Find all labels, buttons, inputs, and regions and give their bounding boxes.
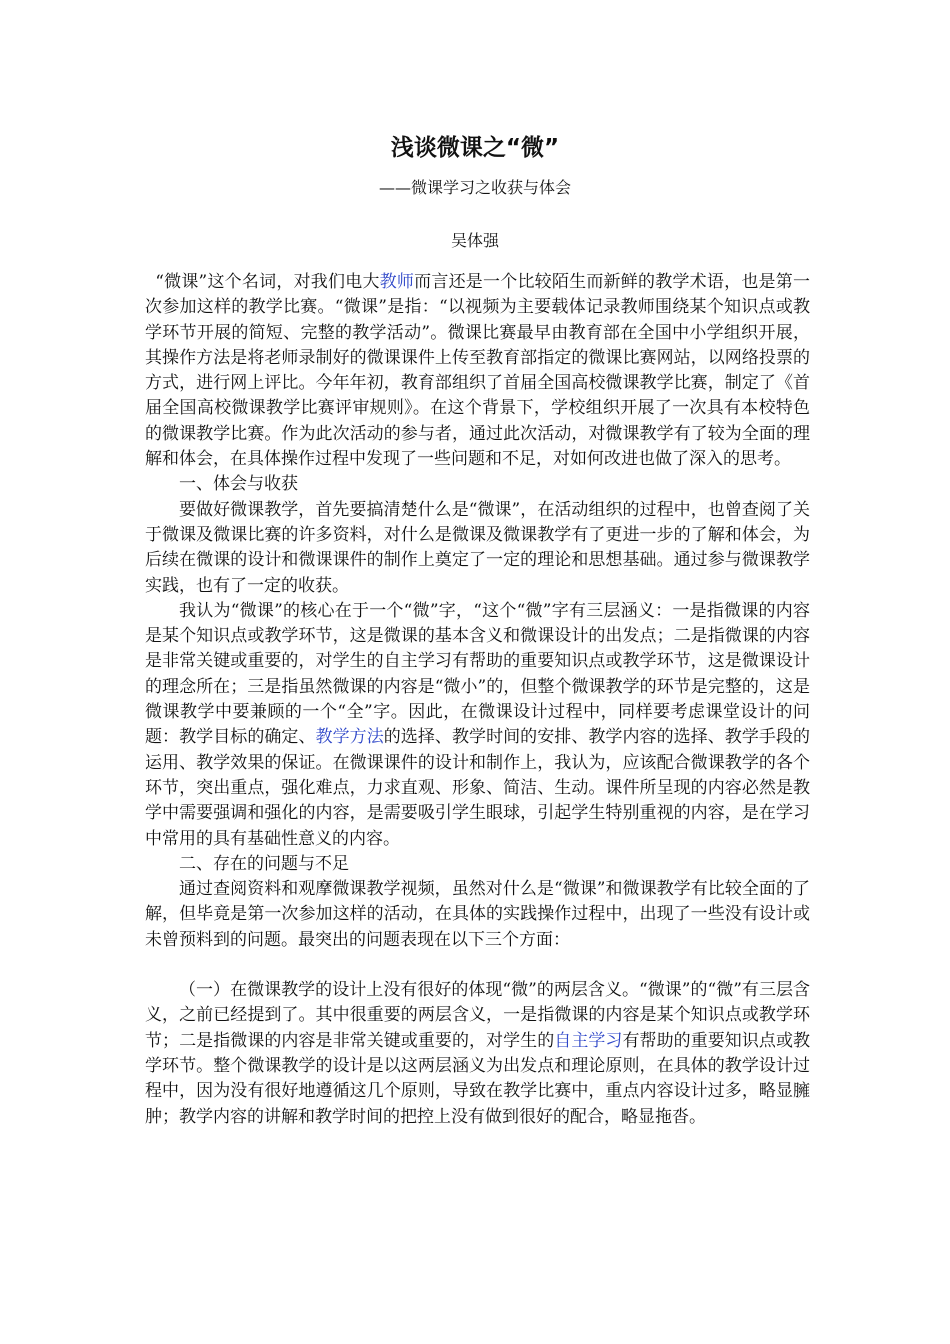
self-study-link[interactable]: 自主学习 bbox=[554, 1030, 623, 1051]
section1-paragraph-2 bbox=[145, 599, 810, 852]
document-title: 浅谈微课之“微” bbox=[390, 135, 560, 161]
teacher-link[interactable]: 教师 bbox=[379, 272, 415, 292]
document-author: 吴体强 bbox=[450, 231, 499, 250]
section2-paragraph-2 bbox=[145, 978, 810, 1130]
section-heading-1: 一、体会与收获 bbox=[179, 474, 298, 495]
paragraph-gap bbox=[145, 953, 810, 978]
section-heading-2: 二、存在的问题与不足 bbox=[179, 853, 349, 874]
teaching-method-link[interactable]: 教学方法 bbox=[315, 727, 384, 748]
section1-paragraph-1: 要做好微课教学，首先要搞清楚什么是“微课”，在活动组织的过程中，也曾查阅了关于微课及微课比赛的许多资料，对什么是微课及微课教学有了更进一步的了解和体会，为后续在微课的设计和微课课件的制作上奠定了一定的理论和思想基础。通过参与微课教学实践，也有了一定的收获。 bbox=[145, 499, 810, 596]
document-subtitle: ——微课学习之收获与体会 bbox=[378, 178, 571, 197]
section1-p2-text-b: 的选择、教学时间的安排、教学内容的选择、教学手段的运用、教学效果的保证。在微课课件的设计和制作上，我认为，应该配合微课教学的各个环节，突出重点，强化难点，力求直观、形象、简洁、生动。课件所呈现的内容必然是教学中需要强调和强化的内容，是需要吸引学生眼球，引起学生特别重视的内容，是在学习中常用的具有基础性意义的内容。 bbox=[145, 727, 811, 849]
intro-paragraph bbox=[145, 270, 810, 472]
intro-text-a: “微课”这个名词，对我们电大 bbox=[155, 272, 380, 292]
intro-text-b: 而言还是一个比较陌生而新鲜的教学术语，也是第一次参加这样的教学比赛。“微课”是指：“以视频为主要载体记录教师围绕某个知识点或教学环节开展的简短、完整的教学活动”。微课比赛最早由教育部在全国中小学组织开展，其操作方法是将老师录制好的微课课件上传至教育部指定的微课比赛网站，以网络投票的方式，进行网上评比。今年年初，教育部组织了首届全国高校微课教学比赛，制定了《首届全国高校微课教学比赛评审规则》。在这个背景下，学校组织开展了一次具有本校特色的微课教学比赛。作为此次活动的参与者，通过此次活动，对微课教学有了较为全面的理解和体会，在具体操作过程中发现了一些问题和不足，对如何改进也做了深入的思考。 bbox=[145, 272, 810, 470]
section2-p2-text-a: （一）在微课教学的设计上没有很好的体现“微”的两层含义。“微课”的“微”有三层含义，之前已经提到了。其中很重要的两层含义，一是指微课的内容是某个知识点或教学环节；二是指微课的内容是非常关键或重要的，对学生的 bbox=[145, 980, 810, 1051]
document-body bbox=[145, 270, 810, 1130]
section1-p2-text-a: 我认为“微课”的核心在于一个“微”字，“这个“微”字有三层涵义：一是指微课的内容是某个知识点或教学环节，这是微课的基本含义和微课设计的出发点；二是指微课的内容是非常关键或重要的，对学生的自主学习有帮助的重要知识点或教学环节，这是微课设计的理念所在；三是指虽然微课的内容是“微小”的，但整个微课教学的环节是完整的，这是微课教学中要兼顾的一个“全”字。因此，在微课设计过程中，同样要考虑课堂设计的问题：教学目标的确定、 bbox=[145, 600, 810, 748]
section2-p2-text-b: 有帮助的重要知识点或教学环节。整个微课教学的设计是以这两层涵义为出发点和理论原则，在具体的教学设计过程中，因为没有很好地遵循这几个原则，导致在教学比赛中，重点内容设计过多，略显臃肿；教学内容的讲解和教学时间的把控上没有做到很好的配合，略显拖沓。 bbox=[145, 1030, 811, 1127]
section2-paragraph-1: 通过查阅资料和观摩微课教学视频，虽然对什么是“微课”和微课教学有比较全面的了解，但毕竟是第一次参加这样的活动，在具体的实践操作过程中，出现了一些没有设计或未曾预料到的问题。最突出的问题表现在以下三个方面： bbox=[145, 879, 810, 950]
